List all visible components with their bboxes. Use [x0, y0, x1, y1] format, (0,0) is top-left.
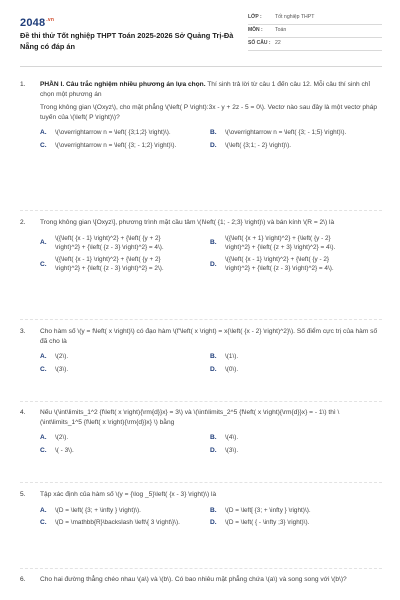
answer-options	[40, 128, 380, 150]
question-divider	[20, 210, 382, 211]
option-text: \(D = \mathbb{R}\backslash \left\{ 3 \right\}\).	[55, 519, 180, 527]
option-a[interactable]	[40, 506, 210, 516]
option-c[interactable]	[40, 255, 210, 274]
option-text: \( - 3\).	[55, 446, 74, 454]
option-text: \(\left( {3;1; - 2} \right)\).	[225, 141, 292, 149]
answer-options	[40, 433, 380, 455]
option-letter: D.	[210, 260, 217, 268]
option-d[interactable]	[210, 446, 380, 456]
option-text: \({\left( {x + 1} \right)^2} + {\left( {y - 2} \right)^2} + {\left( {z + 3} \right)^2} = 4\).	[225, 234, 336, 251]
option-text: \(3\).	[225, 446, 239, 454]
option-letter: C.	[40, 446, 47, 454]
section-instruction: Thí sinh trả lời từ câu 1 đến câu 12. Mỗi câu thí sinh chỉ chọn một phương án	[40, 81, 370, 98]
option-c[interactable]	[40, 141, 210, 151]
meta-row-count	[248, 38, 382, 51]
meta-key: SỐ CÂU :	[248, 40, 271, 47]
option-a[interactable]	[40, 352, 210, 362]
option-letter: B.	[210, 239, 217, 247]
question-divider	[20, 482, 382, 483]
question-number: 6.	[20, 576, 26, 583]
option-text: \(\overrightarrow n = \left( {3; - 1;5} \right)\).	[225, 129, 347, 137]
option-text: \(3\).	[55, 365, 69, 373]
option-text: \({\left( {x - 1} \right)^2} + {\left( {y + 2} \right)^2} + {\left( {z - 3} \right)^2} = 4\).	[55, 234, 164, 251]
option-a[interactable]	[40, 433, 210, 443]
question-text: Trong không gian \[Oxyz\], phương trình mặt cầu tâm \(I\left( {1; - 2;3} \right)\) và bán kính \(R = 2\) là	[40, 219, 335, 226]
option-b[interactable]	[210, 352, 380, 362]
option-text: \({\left( {x - 1} \right)^2} + {\left( {y + 2} \right)^2} + {\left( {z - 3} \right)^2} = 2\).	[55, 256, 164, 273]
option-letter: D.	[210, 446, 217, 454]
option-text: \(2\).	[55, 353, 69, 361]
question-text: Nếu \(\int\limits_1^2 {f\left( x \right){\rm{d}}x} = 3\) và \(\int\limits_2^5 {f\left( x \right){\rm{d}}x} = - 1\) thì \(\int\limits_1^5 {f\left( x \right){\rm{d}}x} \) bằng	[40, 409, 340, 426]
header-divider	[20, 66, 382, 67]
logo-domain: .vn	[46, 17, 55, 24]
question-2	[20, 218, 382, 277]
option-text: \(D = \left[ {3; + \infty } \right)\).	[225, 506, 311, 514]
option-text: \(1\).	[225, 353, 239, 361]
option-d[interactable]	[210, 141, 380, 151]
meta-value: Tốt nghiệp THPT	[275, 14, 315, 21]
option-text: \(4\).	[225, 434, 239, 442]
option-letter: A.	[40, 239, 47, 247]
option-d[interactable]	[210, 365, 380, 375]
question-1	[20, 80, 382, 153]
question-number: 3.	[20, 328, 26, 335]
option-text: \(2\).	[55, 434, 69, 442]
question-divider	[20, 401, 382, 402]
meta-row-subject	[248, 25, 382, 38]
option-text: \(0\).	[225, 365, 239, 373]
question-6	[20, 575, 382, 585]
option-b[interactable]	[210, 128, 380, 138]
meta-key: LỚP :	[248, 14, 262, 21]
option-letter: D.	[210, 141, 217, 149]
option-text: \(D = \left( {3; + \infty } \right)\).	[55, 506, 141, 514]
meta-value: 22	[275, 40, 281, 47]
meta-key: MÔN :	[248, 27, 263, 34]
meta-row-class	[248, 12, 382, 25]
question-stem	[40, 80, 380, 99]
question-5	[20, 490, 382, 531]
question-text: Trong không gian \(Oxyz\), cho mặt phẳng \(\left( P \right):3x - y + 2z - 5 = 0\). Vectơ nào sau đây là một vectơ pháp tuyến của \(\left( P \right)\)?	[40, 104, 378, 121]
meta-value: Toán	[275, 27, 287, 34]
option-d[interactable]	[210, 255, 380, 274]
option-letter: C.	[40, 365, 47, 373]
question-divider	[20, 568, 382, 569]
section-heading: PHẦN I. Câu trắc nghiệm nhiều phương án lựa chọn.	[40, 81, 206, 88]
document-title: Đề thi thử Tốt nghiệp THPT Toán 2025-2026 Sở Quảng Trị-Đà Nẵng có đáp án	[20, 31, 234, 51]
logo-text: 2048	[20, 17, 46, 29]
option-b[interactable]	[210, 234, 380, 253]
option-text: \(D = \left( { - \infty ;3} \right)\).	[225, 519, 310, 527]
option-c[interactable]	[40, 518, 210, 528]
question-text: Tập xác định của hàm số \(y = {\log _5}\left( {x - 3} \right)\) là	[40, 491, 217, 498]
option-letter: D.	[210, 519, 217, 527]
site-logo[interactable]	[20, 16, 54, 32]
option-letter: A.	[40, 129, 47, 137]
question-number: 1.	[20, 81, 26, 88]
question-4	[20, 408, 382, 458]
option-letter: C.	[40, 519, 47, 527]
option-c[interactable]	[40, 365, 210, 375]
answer-options	[40, 506, 380, 528]
question-divider	[20, 319, 382, 320]
option-letter: B.	[210, 506, 217, 514]
option-letter: A.	[40, 434, 47, 442]
question-text: Cho hàm số \(y = f\left( x \right)\) có đạo hàm \(f'\left( x \right) = x{\left( {x - 2} \right)^2}\). Số điểm cực trị của hàm số đã cho là	[40, 328, 378, 345]
option-a[interactable]	[40, 128, 210, 138]
option-letter: D.	[210, 365, 217, 373]
option-letter: A.	[40, 353, 47, 361]
option-letter: B.	[210, 129, 217, 137]
question-number: 4.	[20, 409, 26, 416]
option-letter: C.	[40, 260, 47, 268]
option-c[interactable]	[40, 446, 210, 456]
question-number: 5.	[20, 491, 26, 498]
question-3	[20, 327, 382, 377]
option-letter: C.	[40, 141, 47, 149]
option-text: \(\overrightarrow n = \left( {3;1;2} \right)\).	[55, 129, 171, 137]
option-d[interactable]	[210, 518, 380, 528]
option-b[interactable]	[210, 433, 380, 443]
option-text: \({\left( {x - 1} \right)^2} + {\left( {y - 2} \right)^2} + {\left( {z - 3} \right)^2} = 4\).	[225, 256, 334, 273]
option-b[interactable]	[210, 506, 380, 516]
answer-options	[40, 352, 380, 374]
option-text: \(\overrightarrow n = \left( {3; - 1;2} \right)\).	[55, 141, 177, 149]
option-letter: B.	[210, 353, 217, 361]
option-letter: A.	[40, 506, 47, 514]
question-number: 2.	[20, 219, 26, 226]
document-header	[20, 12, 382, 60]
meta-table	[248, 12, 382, 51]
question-text: Cho hai đường thẳng chéo nhau \(a\) và \(b\). Có bao nhiêu mặt phẳng chứa \(a\) và song song với \(b\)?	[40, 576, 347, 583]
option-a[interactable]	[40, 234, 210, 253]
option-letter: B.	[210, 434, 217, 442]
answer-options	[40, 234, 380, 274]
